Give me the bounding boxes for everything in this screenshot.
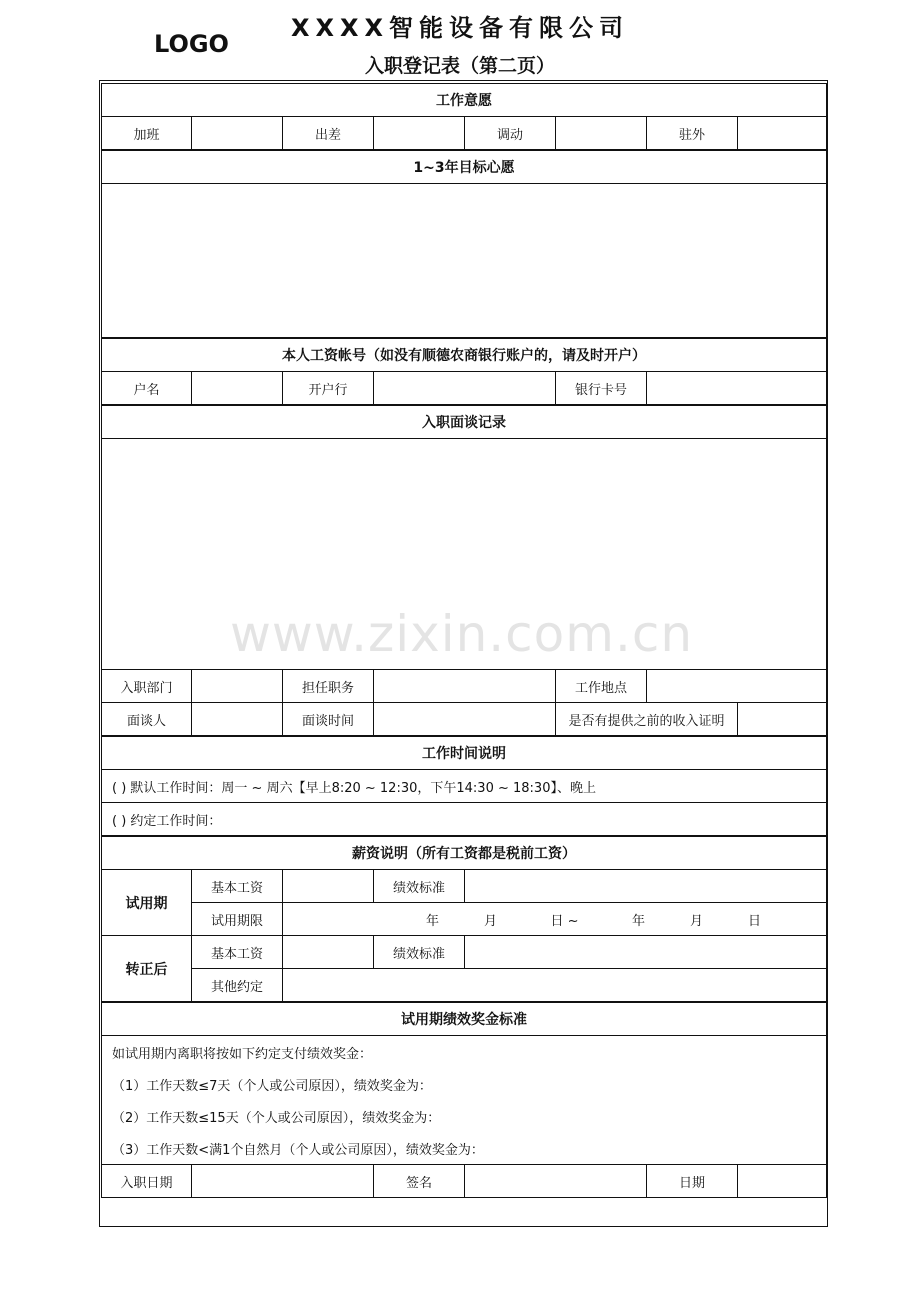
date-field[interactable] bbox=[738, 1165, 827, 1198]
business-trip-field[interactable] bbox=[374, 117, 465, 151]
bonus-header: 试用期绩效奖金标准 bbox=[102, 1002, 827, 1036]
interview-header: 入职面谈记录 bbox=[102, 405, 827, 439]
registration-form bbox=[101, 83, 827, 1198]
bank-field[interactable] bbox=[374, 372, 556, 406]
logo: LOGO bbox=[154, 30, 229, 58]
card-number-label: 银行卡号 bbox=[556, 372, 647, 406]
year-label: 年 bbox=[425, 913, 439, 929]
overtime-label: 加班 bbox=[102, 117, 192, 151]
default-work-time: ( ) 默认工作时间：周一 ~ 周六【早上8:20 ~ 12:30，下午14:30 ~ 18:30】、晚上 bbox=[102, 770, 827, 803]
business-trip-label: 出差 bbox=[283, 117, 374, 151]
interview-time-label: 面谈时间 bbox=[283, 703, 374, 737]
transfer-field[interactable] bbox=[556, 117, 647, 151]
income-proof-label: 是否有提供之前的收入证明 bbox=[556, 703, 738, 737]
signature-field[interactable] bbox=[465, 1165, 647, 1198]
regular-base-salary-field[interactable] bbox=[283, 936, 374, 969]
work-time-header: 工作时间说明 bbox=[102, 736, 827, 770]
salary-account-header: 本人工资帐号（如没有顺德农商银行账户的，请及时开户） bbox=[102, 338, 827, 372]
agreed-work-time: ( ) 约定工作时间： bbox=[102, 803, 827, 837]
interviewer-label: 面谈人 bbox=[102, 703, 192, 737]
other-agreement-label: 其他约定 bbox=[192, 969, 283, 1003]
probation-perf-label: 绩效标准 bbox=[374, 870, 465, 903]
entry-date-field[interactable] bbox=[192, 1165, 374, 1198]
position-label: 担任职务 bbox=[283, 670, 374, 703]
month-label: 月 bbox=[689, 913, 703, 929]
year-label: 年 bbox=[631, 913, 645, 929]
salary-header: 薪资说明（所有工资都是税前工资） bbox=[102, 836, 827, 870]
work-location-field[interactable] bbox=[647, 670, 827, 703]
account-name-field[interactable] bbox=[192, 372, 283, 406]
day-to-label: 日 ~ bbox=[550, 913, 579, 929]
bank-label: 开户行 bbox=[283, 372, 374, 406]
regular-perf-label: 绩效标准 bbox=[374, 936, 465, 969]
interview-time-field[interactable] bbox=[374, 703, 556, 737]
probation-label: 试用期 bbox=[102, 870, 192, 936]
goals-field[interactable] bbox=[102, 184, 827, 339]
date-label: 日期 bbox=[647, 1165, 738, 1198]
income-proof-field[interactable] bbox=[738, 703, 827, 737]
other-agreement-field[interactable] bbox=[283, 969, 827, 1003]
position-field[interactable] bbox=[374, 670, 556, 703]
department-label: 入职部门 bbox=[102, 670, 192, 703]
watermark: www.zixin.com.cn bbox=[230, 605, 694, 663]
interviewer-field[interactable] bbox=[192, 703, 283, 737]
bonus-intro: 如试用期内离职将按如下约定支付绩效奖金： bbox=[102, 1036, 827, 1069]
probation-period-label: 试用期限 bbox=[192, 903, 283, 936]
interview-record-field[interactable] bbox=[102, 439, 827, 670]
regular-base-salary-label: 基本工资 bbox=[192, 936, 283, 969]
stationed-label: 驻外 bbox=[647, 117, 738, 151]
card-number-field[interactable] bbox=[647, 372, 827, 406]
regular-label: 转正后 bbox=[102, 936, 192, 1003]
account-name-label: 户名 bbox=[102, 372, 192, 406]
department-field[interactable] bbox=[192, 670, 283, 703]
bonus-rule-3: （3）工作天数<满1个自然月（个人或公司原因），绩效奖金为： bbox=[102, 1132, 827, 1165]
month-label: 月 bbox=[483, 913, 497, 929]
transfer-label: 调动 bbox=[465, 117, 556, 151]
form-title: 入职登记表（第二页） bbox=[364, 55, 555, 77]
regular-perf-field[interactable] bbox=[465, 936, 827, 969]
goals-header: 1~3年目标心愿 bbox=[102, 150, 827, 184]
stationed-field[interactable] bbox=[738, 117, 827, 151]
day-label: 日 bbox=[747, 913, 761, 929]
signature-label: 签名 bbox=[374, 1165, 465, 1198]
probation-perf-field[interactable] bbox=[465, 870, 827, 903]
bonus-rule-1: （1）工作天数≤7天（个人或公司原因），绩效奖金为： bbox=[102, 1068, 827, 1100]
probation-period-field[interactable] bbox=[283, 903, 827, 936]
probation-base-salary-label: 基本工资 bbox=[192, 870, 283, 903]
entry-date-label: 入职日期 bbox=[102, 1165, 192, 1198]
company-name: XXXX智能设备有限公司 bbox=[290, 14, 629, 42]
work-willing-header: 工作意愿 bbox=[102, 84, 827, 117]
work-location-label: 工作地点 bbox=[556, 670, 647, 703]
bonus-rule-2: （2）工作天数≤15天（个人或公司原因），绩效奖金为： bbox=[102, 1100, 827, 1132]
probation-base-salary-field[interactable] bbox=[283, 870, 374, 903]
overtime-field[interactable] bbox=[192, 117, 283, 151]
